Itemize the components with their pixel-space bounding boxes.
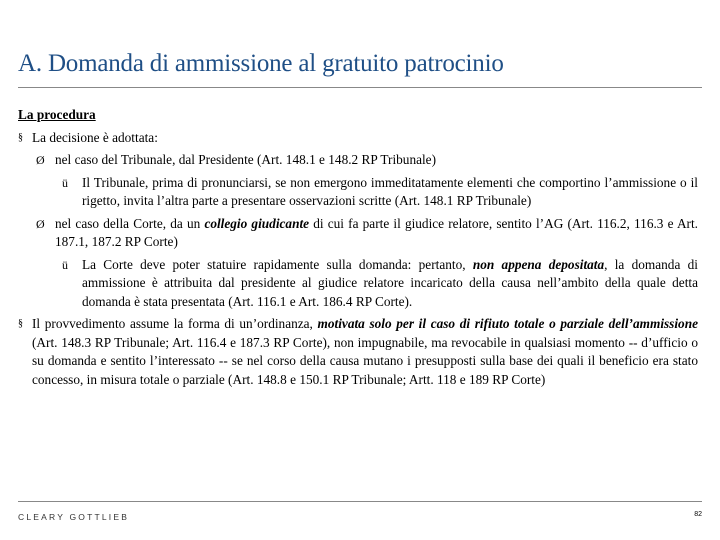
page-number: 82	[694, 511, 702, 518]
company-logo: CLEARY GOTTLIEB	[18, 512, 130, 522]
item-text: nel caso del Tribunale, dal Presidente (Art. 148.1 e 148.2 RP Tribunale)	[55, 152, 437, 167]
page-title: A. Domanda di ammissione al gratuito patrocinio	[18, 50, 504, 77]
square-bullet-icon: §	[18, 318, 23, 329]
list-item	[18, 129, 698, 148]
list-item	[18, 215, 698, 252]
list-item	[18, 256, 698, 312]
item-text: (Art. 148.3 RP Tribunale; Art. 116.4 e 187.3 RP Corte), non impugnabile, ma revocabile in qualsiasi momento -- d’ufficio o su domanda e sentito l’interessato -- se nel corso della causa mutano i presupposti sulla base dei quali il beneficio era stato concesso, in misura totale o parziale (Art. 148.8 e 150.1 RP Tribunale; Artt. 118 e 189 RP Corte)	[32, 334, 698, 387]
list-item	[18, 151, 698, 170]
title-divider	[18, 87, 702, 88]
list-item	[18, 174, 698, 211]
item-text: La Corte deve poter statuire rapidamente sulla domanda: pertanto,	[82, 256, 473, 272]
footer-divider	[18, 501, 702, 502]
check-bullet-icon: ü	[62, 257, 68, 272]
item-text: , la domanda di ammissione è attribuita dal presidente al giudice relatore incaricato della causa nell’ambito della quale detta domanda è stata presentata (Art. 116.1 e Art. 186.4 RP Corte).	[82, 256, 698, 309]
list-item	[18, 315, 698, 389]
item-text: Il Tribunale, prima di pronunciarsi, se non emergono immeditatamente elementi che comportino l’ammissione o il rigetto, invita l’altra parte a presentare osservazioni scritte (Art. 148.1 RP Tribunale)	[82, 174, 698, 208]
item-text: Il provvedimento assume la forma di un’ordinanza,	[32, 316, 318, 331]
item-text: La decisione è adottata:	[32, 129, 158, 145]
emphasis-text: motivata solo per il caso di rifiuto totale o parziale dell’ammissione	[317, 316, 698, 331]
slide-content	[18, 106, 698, 389]
arrow-bullet-icon: Ø	[36, 216, 45, 231]
section-heading: La procedura	[18, 107, 96, 122]
emphasis-text: non appena depositata	[472, 256, 605, 272]
square-bullet-icon: §	[18, 131, 23, 143]
check-bullet-icon: ü	[62, 175, 68, 190]
item-text: nel caso della Corte, da un	[55, 215, 205, 231]
item-text: di cui fa parte il giudice relatore, sentito l’AG (Art. 116.2, 116.3 e Art. 187.1, 187.2 RP Corte)	[55, 215, 698, 249]
arrow-bullet-icon: Ø	[36, 153, 45, 167]
emphasis-text: collegio giudicante	[204, 215, 310, 231]
